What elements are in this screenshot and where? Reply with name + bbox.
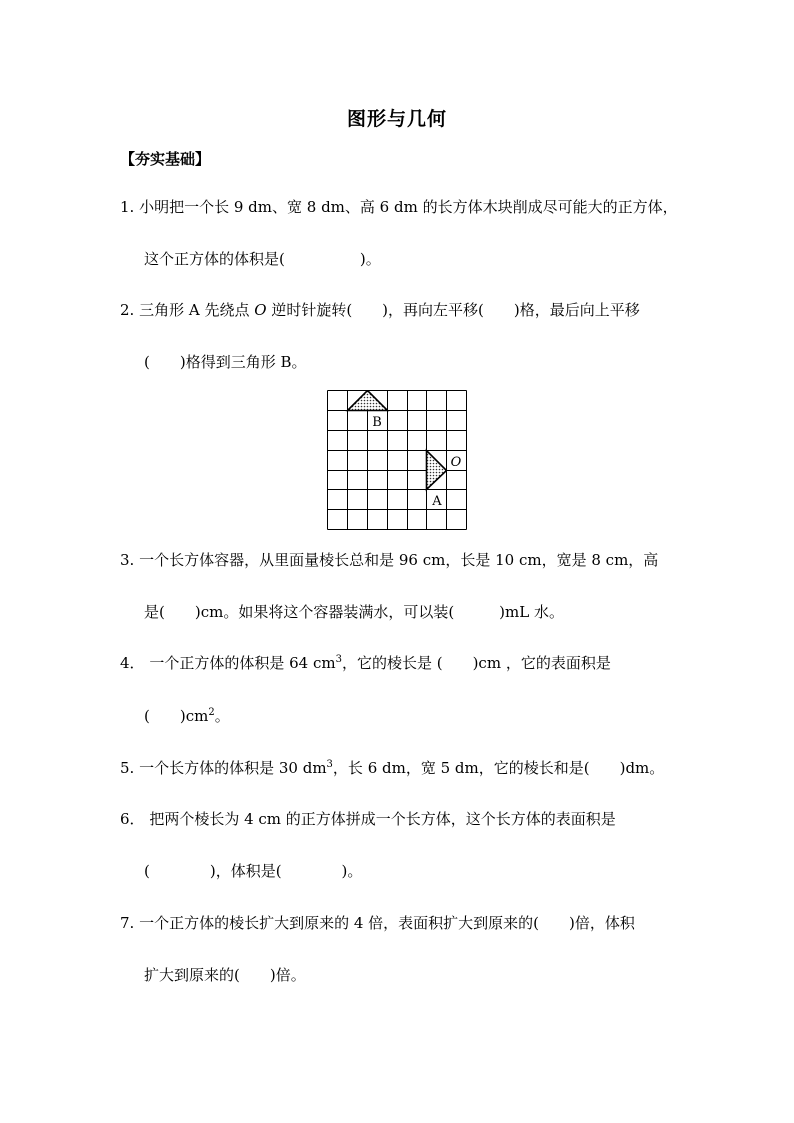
question-2-number: 2.: [120, 301, 135, 319]
question-7-line-2: 扩大到原来的( )倍。: [144, 966, 306, 984]
question-1-text: 小明把一个长 9 dm、宽 8 dm、高 6 dm 的长方体木块削成尽可能大的正方体，: [139, 198, 678, 216]
question-4-line-2-a: ( )cm: [144, 707, 209, 725]
question-5-number: 5.: [120, 759, 135, 777]
point-o-figure-label: O: [450, 455, 462, 470]
question-1-line-2: 这个正方体的体积是( )。: [144, 250, 381, 268]
question-5-text-b: ，长 6 dm，宽 5 dm，它的棱长和是( )dm。: [332, 759, 665, 777]
superscript-2: 2: [208, 707, 215, 718]
triangle-b-label: B: [372, 415, 382, 430]
question-6-line-1: [120, 809, 616, 829]
question-7-line-1: [120, 913, 635, 933]
question-1-line-1: [120, 197, 678, 217]
question-5-line-1: [120, 758, 664, 778]
triangle-b: [348, 391, 388, 411]
question-4-number: 4．: [120, 654, 145, 672]
triangle-a-label: A: [432, 494, 442, 509]
question-2-line-1: [120, 300, 640, 320]
question-4-text-a: 一个正方体的体积是 64 cm: [149, 654, 336, 672]
question-4-text-b: ，它的棱长是 ( )cm ，它的表面积是: [341, 654, 611, 672]
question-3-number: 3.: [120, 551, 135, 569]
question-1-number: 1.: [120, 198, 135, 216]
question-3-line-1: [120, 550, 658, 570]
question-2-line-2: ( )格得到三角形 B。: [144, 353, 307, 371]
question-7-text: 一个正方体的棱长扩大到原来的 4 倍，表面积扩大到原来的( )倍，体积: [139, 914, 635, 932]
grid-figure: [327, 390, 467, 530]
grid-svg: [327, 390, 467, 530]
point-o-label: O: [254, 301, 267, 319]
question-6-line-2: ( )，体积是( )。: [144, 862, 363, 880]
question-3-text: 一个长方体容器，从里面量棱长总和是 96 cm，长是 10 cm，宽是 8 cm，高: [139, 551, 659, 569]
question-7-number: 7.: [120, 914, 135, 932]
question-6-text: 把两个棱长为 4 cm 的正方体拼成一个长方体，这个长方体的表面积是: [149, 810, 616, 828]
grid-lines: [328, 391, 467, 530]
question-2-text-b: 逆时针旋转( )，再向左平移( )格，最后向上平移: [266, 301, 640, 319]
superscript-3: 3: [326, 759, 333, 770]
question-5-text-a: 一个长方体的体积是 30 dm: [139, 759, 327, 777]
question-4-line-2: [144, 706, 230, 726]
question-4-line-2-b: 。: [214, 707, 230, 725]
section-heading: 【夯实基础】: [120, 150, 211, 168]
question-2-text-a: 三角形 A 先绕点: [139, 301, 255, 319]
question-4-line-1: [120, 653, 611, 673]
question-3-line-2: 是( )cm。如果将这个容器装满水，可以装( )mL 水。: [144, 603, 564, 621]
superscript-3: 3: [335, 654, 342, 665]
triangle-a: [427, 451, 447, 490]
question-6-number: 6．: [120, 810, 145, 828]
page-title: 图形与几何: [346, 108, 447, 130]
